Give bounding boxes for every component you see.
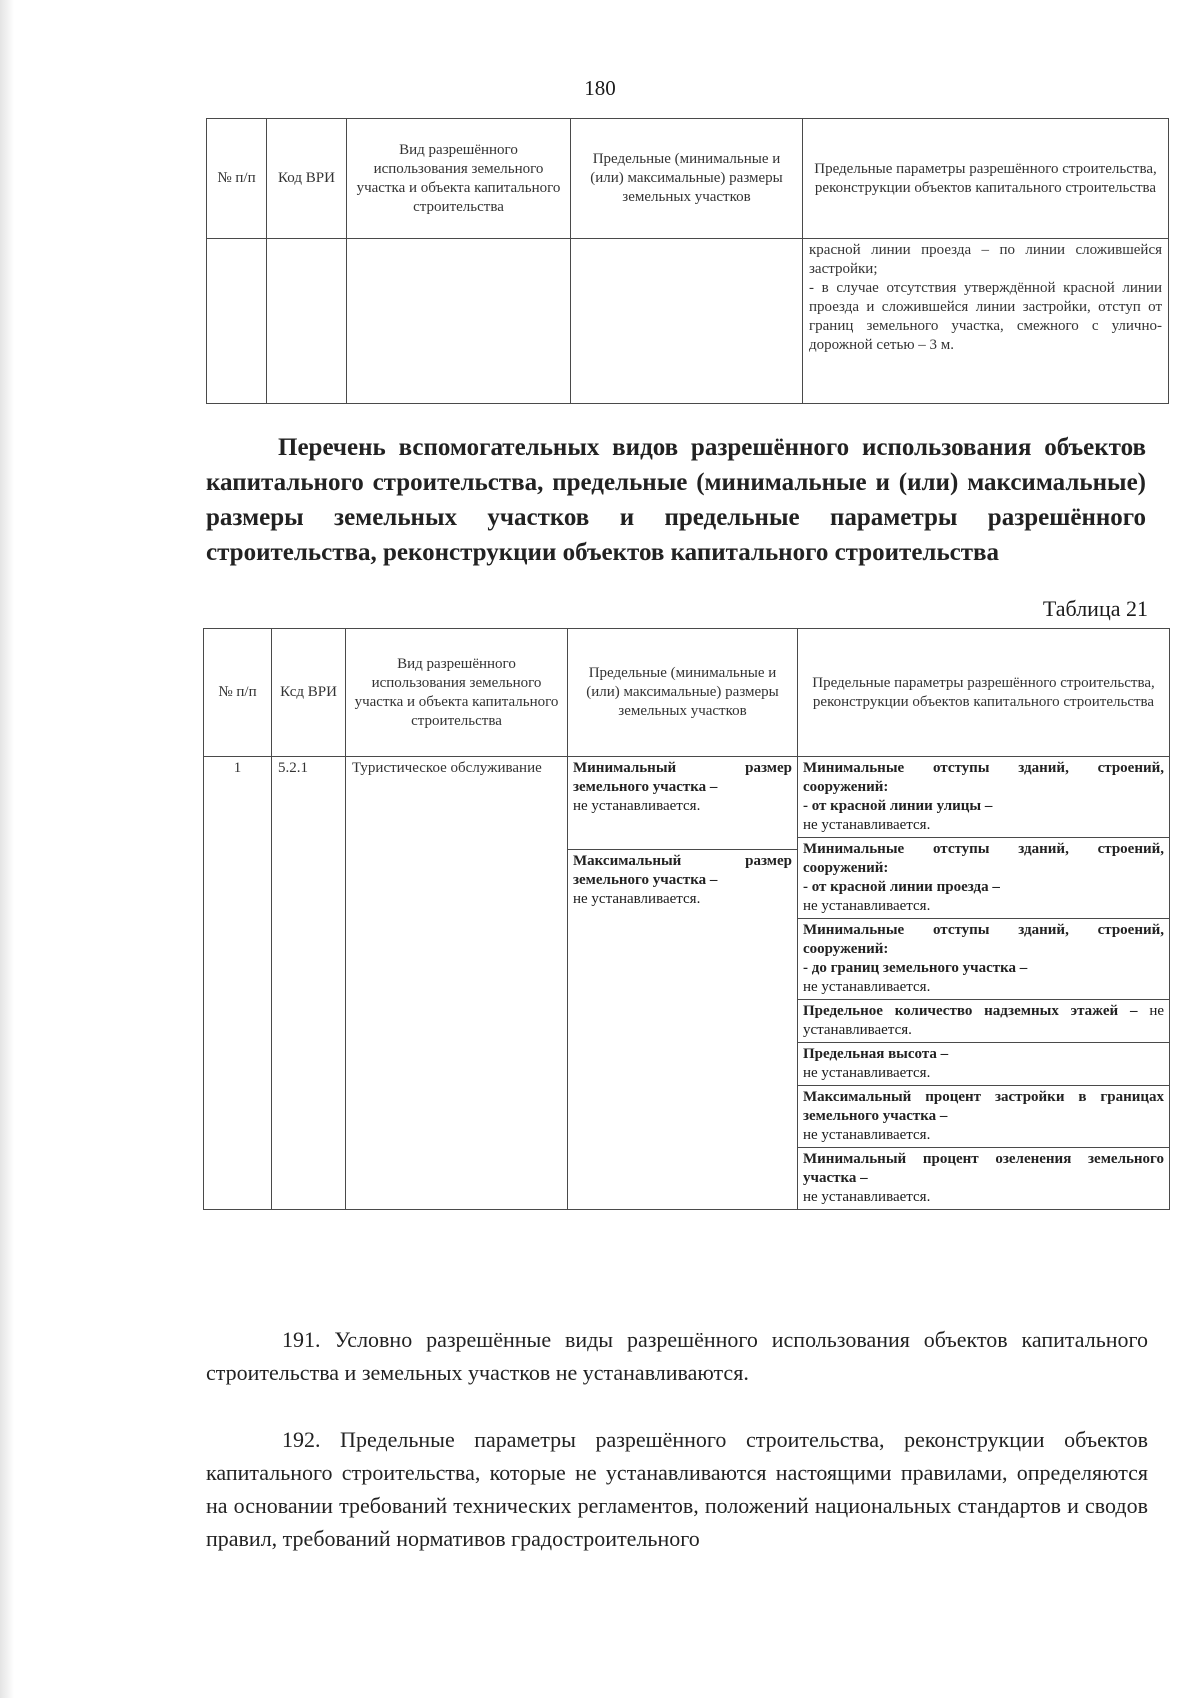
param-box	[798, 757, 1169, 838]
header-num: № п/п	[204, 629, 272, 757]
table-header-row	[204, 629, 1170, 757]
param-title: Минимальные отступы зданий, строений, сооружений:	[803, 922, 1164, 957]
param-box	[798, 919, 1169, 1000]
param-value: не устанавливается.	[803, 1127, 931, 1143]
param-value: не устанавливается.	[803, 1003, 1164, 1038]
param-box	[798, 1000, 1169, 1043]
cell-use	[347, 239, 571, 404]
paragraph-192-text: 192. Предельные параметры разрешённого строительства, реконструкции объектов капитального строительства, которые не устанавливаются настоящими правилами, определяются на основании требований технических регламентов, положений национальных стандартов и сводов правил, требований нормативов градостроительного	[206, 1427, 1148, 1551]
header-num: № п/п	[207, 119, 267, 239]
table-row	[207, 239, 1169, 404]
param-box	[798, 1148, 1169, 1209]
param-box	[798, 1043, 1169, 1086]
cell-code	[267, 239, 347, 404]
plot-max-value: не устанавливается.	[573, 891, 701, 907]
continuation-table	[206, 118, 1169, 404]
table-21	[203, 628, 1170, 1210]
header-use-type: Вид разрешённого использования земельного участка и объекта капитального строительства	[346, 629, 568, 757]
plot-min-title: Минимальный размер земельного участка –	[573, 760, 792, 795]
header-plot-sizes: Предельные (минимальные и (или) максимальные) размеры земельных участков	[568, 629, 798, 757]
cell-use: Туристическое обслуживание	[346, 757, 568, 1210]
cell-params	[798, 757, 1170, 1210]
table-header-row	[207, 119, 1169, 239]
section-heading	[206, 430, 1146, 570]
param-title: Минимальный процент озеленения земельного участка –	[803, 1151, 1164, 1186]
params-line: - в случае отсутствия утверждённой красной линии проезда и сложившейся линии застройки, отступ от границ земельного участка, смежного с улично-дорожной сетью – 3 м.	[809, 280, 1162, 353]
cell-num: 1	[204, 757, 272, 1210]
header-use-type: Вид разрешённого использования земельного участка и объекта капитального строительства	[347, 119, 571, 239]
param-box	[798, 1086, 1169, 1148]
cell-code: 5.2.1	[272, 757, 346, 1210]
param-subtitle: - от красной линии улицы –	[803, 798, 993, 814]
table-row	[204, 757, 1170, 850]
param-value: не устанавливается.	[803, 1189, 931, 1205]
header-code: Код ВРИ	[267, 119, 347, 239]
param-title: Максимальный процент застройки в границах земельного участка –	[803, 1089, 1164, 1124]
paragraph-192	[206, 1423, 1148, 1555]
param-title: Минимальные отступы зданий, строений, сооружений:	[803, 760, 1164, 795]
section-heading-text: Перечень вспомогательных видов разрешённого использования объектов капитального строительства, предельные (минимальные и (или) максимальные) размеры земельных участков и предельные параметры разрешённого строительства, реконструкции объектов капитального строительства	[206, 434, 1146, 566]
plot-max-title: Максимальный размер земельного участка –	[573, 853, 792, 888]
param-box	[798, 838, 1169, 919]
cell-num	[207, 239, 267, 404]
cell-plot-min	[568, 757, 798, 850]
param-subtitle: - от красной линии проезда –	[803, 879, 1000, 895]
header-build-params: Предельные параметры разрешённого строительства, реконструкции объектов капитального строительства	[803, 119, 1169, 239]
plot-min-box	[568, 757, 797, 818]
table-label: Таблица 21	[1042, 596, 1148, 621]
param-value: не устанавливается.	[803, 1065, 931, 1081]
param-title: Минимальные отступы зданий, строений, сооружений:	[803, 841, 1164, 876]
param-title: Предельное количество надземных этажей –	[803, 1003, 1138, 1019]
scan-edge-shadow	[0, 0, 14, 1698]
header-plot-sizes: Предельные (минимальные и (или) максимальные) размеры земельных участков	[571, 119, 803, 239]
plot-min-value: не устанавливается.	[573, 798, 701, 814]
params-line: красной линии проезда – по линии сложившейся застройки;	[809, 242, 1162, 277]
header-code: Ксд ВРИ	[272, 629, 346, 757]
paragraph-191-text: 191. Условно разрешённые виды разрешённого использования объектов капитального строительства и земельных участков не устанавливаются.	[206, 1327, 1148, 1385]
cell-plot-max	[568, 850, 798, 1210]
param-value: не устанавливается.	[803, 979, 931, 995]
param-value: не устанавливается.	[803, 898, 931, 914]
plot-max-box	[568, 850, 797, 911]
param-title: Предельная высота –	[803, 1046, 949, 1062]
paragraph-191	[206, 1323, 1148, 1389]
cell-plot	[571, 239, 803, 404]
param-subtitle: - до границ земельного участка –	[803, 960, 1028, 976]
page-number: 180	[584, 76, 616, 100]
cell-params	[803, 239, 1169, 404]
header-build-params: Предельные параметры разрешённого строительства, реконструкции объектов капитального строительства	[798, 629, 1170, 757]
param-value: не устанавливается.	[803, 817, 931, 833]
